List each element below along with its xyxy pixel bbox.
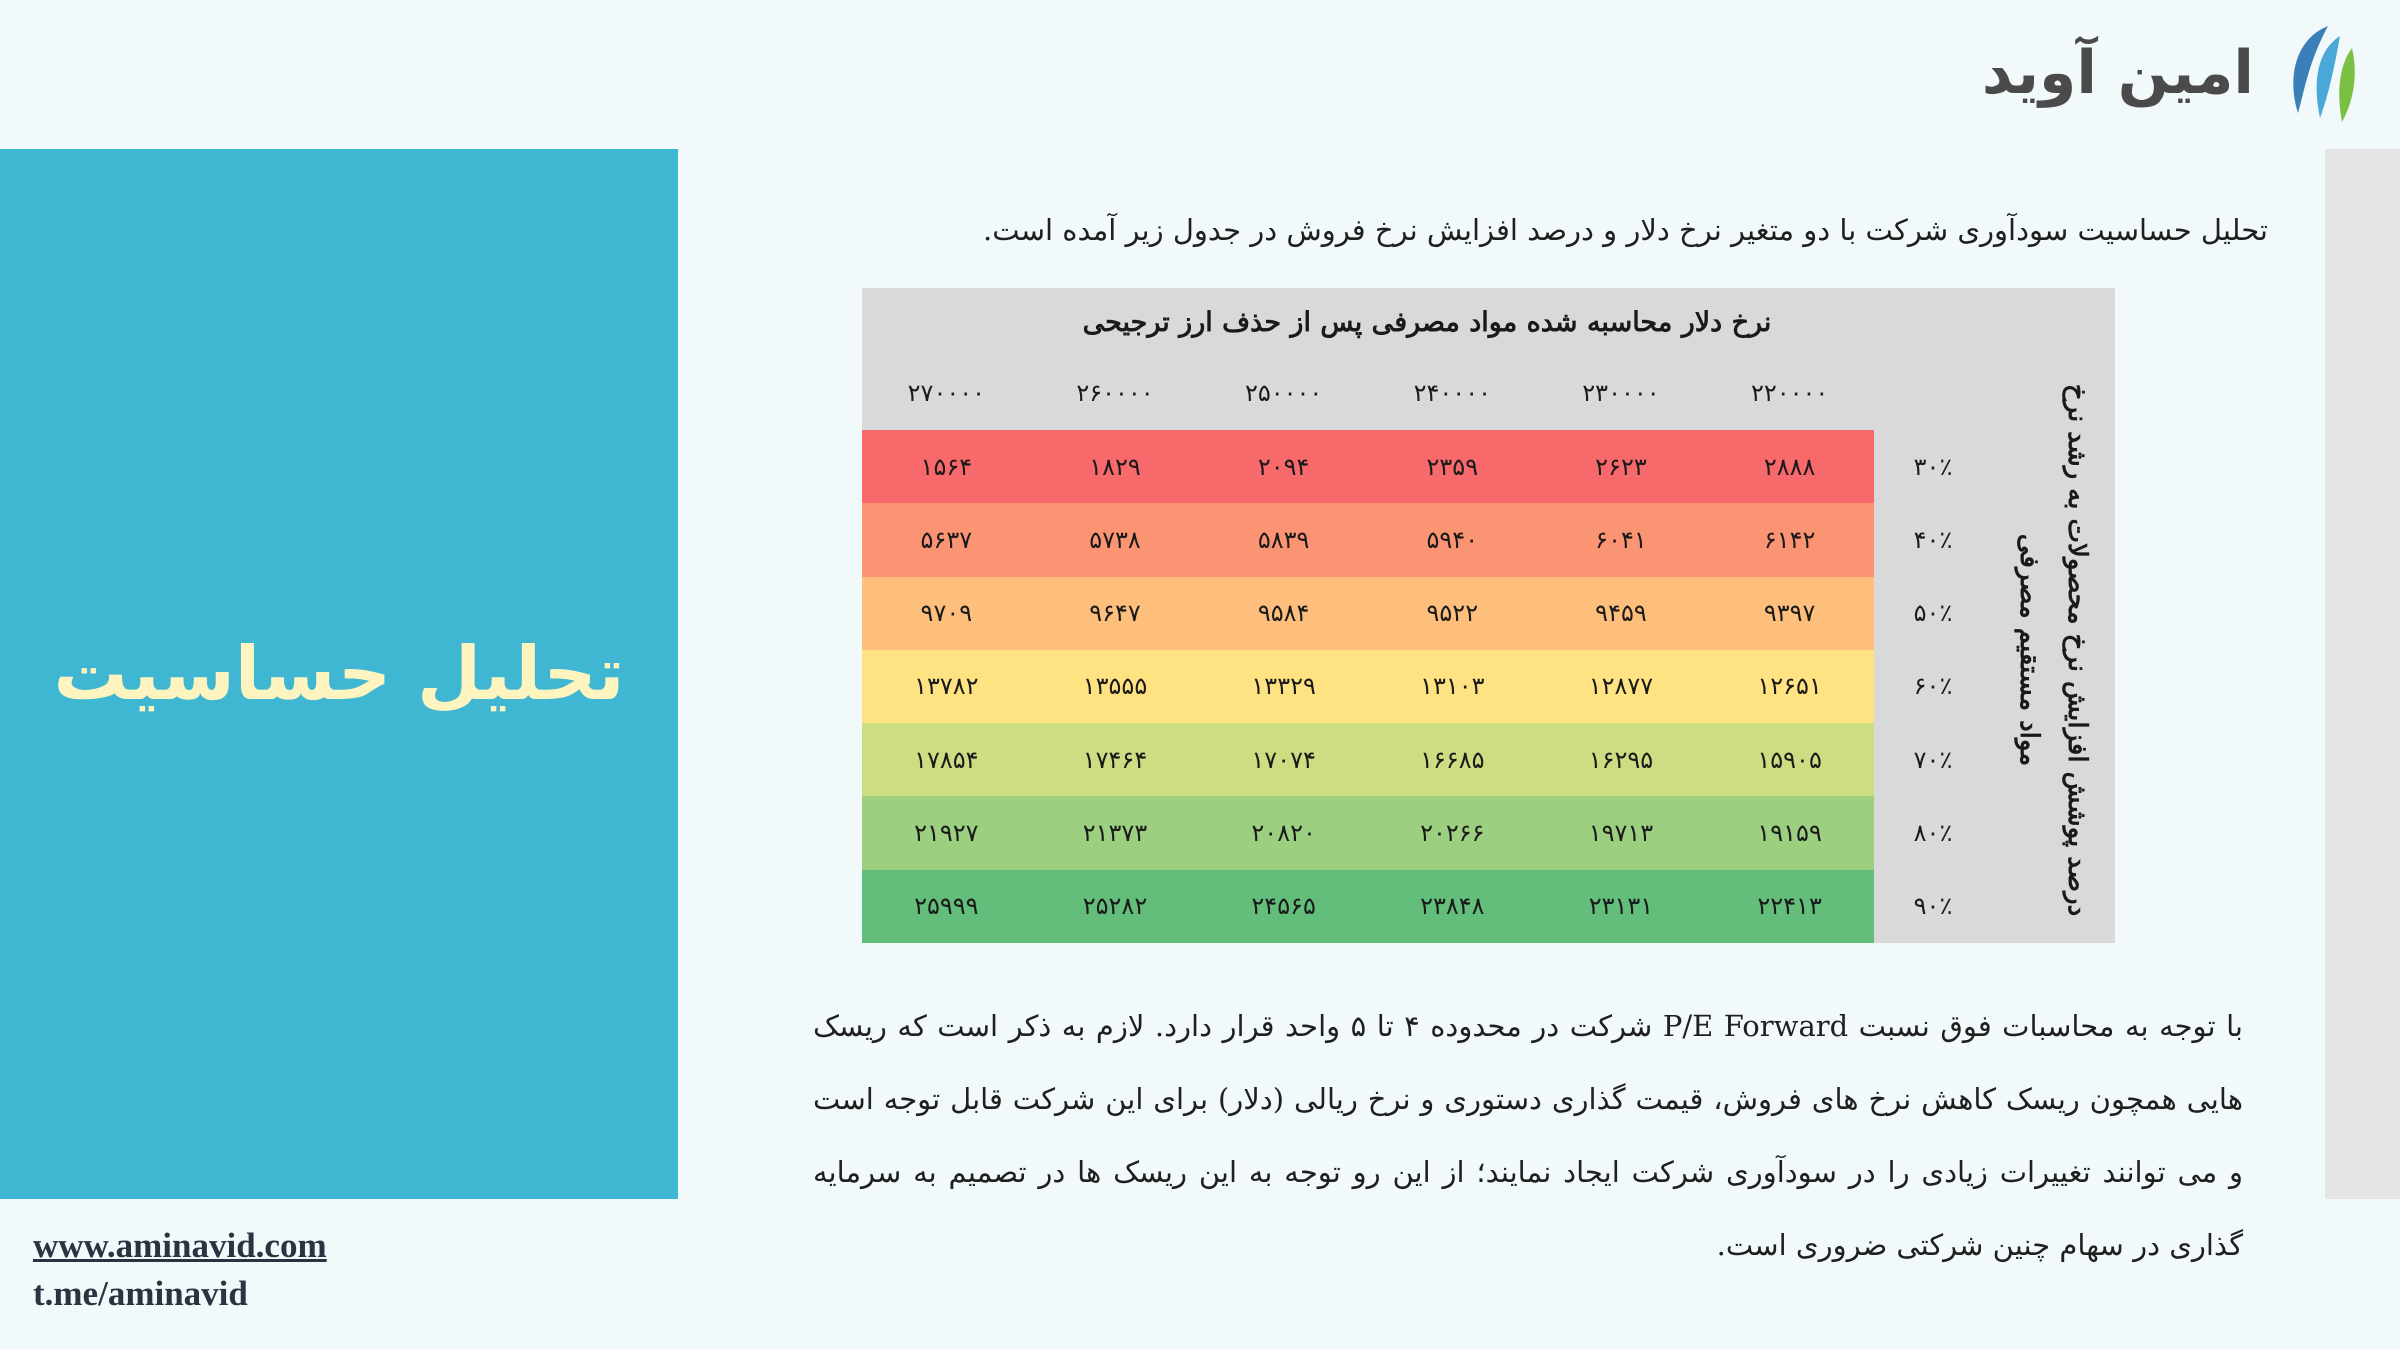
analysis-paragraph: با توجه به محاسبات فوق نسبت P/E Forward شرکت در محدوده ۴ تا ۵ واحد قرار دارد. لازم به ذکر است که ریسک هایی همچون ریسک کاهش نرخ های فروش، قیمت گذاری دستوری و نرخ ریالی (دلار) برای این شرکت قابل توجه است و می توانند تغییرات زیادی را در سودآوری شرکت ایجاد نمایند؛ از این رو توجه به این ریسک ها در تصمیم به سرمایه گذاری در سهام چنین شرکتی ضروری است. <box>813 1009 2244 1262</box>
column-header: ۲۴۰۰۰۰ <box>1413 379 1491 407</box>
table-cell: ۱۲۸۷۷ <box>1537 650 1706 723</box>
table-cell: ۱۹۷۱۳ <box>1537 796 1706 869</box>
table-row <box>862 577 1874 650</box>
column-header: ۲۵۰۰۰۰ <box>1244 379 1323 407</box>
decorative-strip <box>2325 149 2400 1199</box>
column-headers <box>862 356 1874 430</box>
sensitivity-table <box>862 288 2115 943</box>
row-axis-title <box>1992 356 2115 943</box>
table-cell: ۱۳۵۵۵ <box>1031 650 1200 723</box>
table-cell: ۱۷۰۷۴ <box>1199 723 1368 796</box>
row-header: ۴۰٪ <box>1913 525 1953 554</box>
table-cell: ۱۵۹۰۵ <box>1705 723 1874 796</box>
table-cell: ۲۰۹۴ <box>1199 430 1368 503</box>
table-cell: ۱۹۱۵۹ <box>1705 796 1874 869</box>
table-cell: ۹۷۰۹ <box>862 577 1031 650</box>
table-cell: ۲۵۹۹۹ <box>862 870 1031 943</box>
table-cell: ۱۶۲۹۵ <box>1537 723 1706 796</box>
table-cell: ۹۵۸۴ <box>1199 577 1368 650</box>
table-cell: ۱۳۷۸۲ <box>862 650 1031 723</box>
table-row <box>862 723 1874 796</box>
table-cell: ۲۰۲۶۶ <box>1368 796 1537 869</box>
table-cell: ۶۱۴۲ <box>1705 503 1874 576</box>
table-cell: ۲۲۴۱۳ <box>1705 870 1874 943</box>
column-header: ۲۷۰۰۰۰ <box>907 379 985 407</box>
brand-logo <box>1982 18 2364 128</box>
table-cell: ۱۲۶۵۱ <box>1705 650 1874 723</box>
intro-text: تحلیل حساسیت سودآوری شرکت با دو متغیر نرخ دلار و درصد افزایش نرخ فروش در جدول زیر آمده است. <box>983 213 2268 247</box>
table-cell: ۱۷۸۵۴ <box>862 723 1031 796</box>
table-cell: ۵۷۳۸ <box>1031 503 1200 576</box>
row-header: ۶۰٪ <box>1913 672 1953 701</box>
row-axis-title-line1: درصد پوشش افزایش نرخ محصولات به رشد نرخ <box>2062 383 2093 916</box>
row-headers <box>1874 430 1992 943</box>
table-cell: ۲۸۸۸ <box>1705 430 1874 503</box>
table-cell: ۹۶۴۷ <box>1031 577 1200 650</box>
row-header: ۵۰٪ <box>1913 599 1953 628</box>
table-cell: ۲۳۸۴۸ <box>1368 870 1537 943</box>
telegram-link[interactable]: t.me/aminavid <box>33 1274 248 1313</box>
table-cell: ۹۴۵۹ <box>1537 577 1706 650</box>
logo-text: امین آوید <box>1981 38 2254 108</box>
page-title: تحلیل حساسیت <box>53 631 625 717</box>
table-cell: ۲۳۵۹ <box>1368 430 1537 503</box>
column-header: ۲۶۰۰۰۰ <box>1076 379 1154 407</box>
footer-links <box>33 1222 327 1318</box>
row-axis-title-line2: مواد مستقیم مصرفی <box>2014 533 2045 766</box>
row-header: ۸۰٪ <box>1913 819 1953 848</box>
table-cell: ۵۸۳۹ <box>1199 503 1368 576</box>
table-cell: ۵۹۴۰ <box>1368 503 1537 576</box>
table-body <box>862 430 1874 943</box>
table-cell: ۱۵۶۴ <box>862 430 1031 503</box>
table-cell: ۱۸۲۹ <box>1031 430 1200 503</box>
table-cell: ۱۳۱۰۳ <box>1368 650 1537 723</box>
table-row <box>862 650 1874 723</box>
row-header: ۳۰٪ <box>1913 452 1953 481</box>
table-cell: ۹۵۲۲ <box>1368 577 1537 650</box>
table-cell: ۲۱۹۲۷ <box>862 796 1031 869</box>
website-link[interactable]: www.aminavid.com <box>33 1226 327 1265</box>
table-cell: ۲۵۲۸۲ <box>1031 870 1200 943</box>
title-panel <box>0 149 678 1199</box>
table-cell: ۱۶۶۸۵ <box>1368 723 1537 796</box>
table-cell: ۲۴۵۶۵ <box>1199 870 1368 943</box>
table-cell: ۲۱۳۷۳ <box>1031 796 1200 869</box>
logo-mark-icon <box>2268 18 2364 128</box>
table-cell: ۱۷۴۶۴ <box>1031 723 1200 796</box>
table-cell: ۲۳۱۳۱ <box>1537 870 1706 943</box>
table-header: نرخ دلار محاسبه شده مواد مصرفی پس از حذف ارز ترجیحی <box>1082 306 1772 338</box>
table-cell: ۶۰۴۱ <box>1537 503 1706 576</box>
column-header: ۲۳۰۰۰۰ <box>1582 379 1660 407</box>
table-cell: ۹۳۹۷ <box>1705 577 1874 650</box>
row-header: ۹۰٪ <box>1913 892 1953 921</box>
row-header: ۷۰٪ <box>1913 745 1953 774</box>
column-header: ۲۲۰۰۰۰ <box>1750 379 1829 407</box>
table-row <box>862 503 1874 576</box>
table-row <box>862 430 1874 503</box>
table-row <box>862 796 1874 869</box>
table-row <box>862 870 1874 943</box>
table-cell: ۲۰۸۲۰ <box>1199 796 1368 869</box>
table-cell: ۱۳۳۲۹ <box>1199 650 1368 723</box>
table-cell: ۲۶۲۳ <box>1537 430 1706 503</box>
table-cell: ۵۶۳۷ <box>862 503 1031 576</box>
